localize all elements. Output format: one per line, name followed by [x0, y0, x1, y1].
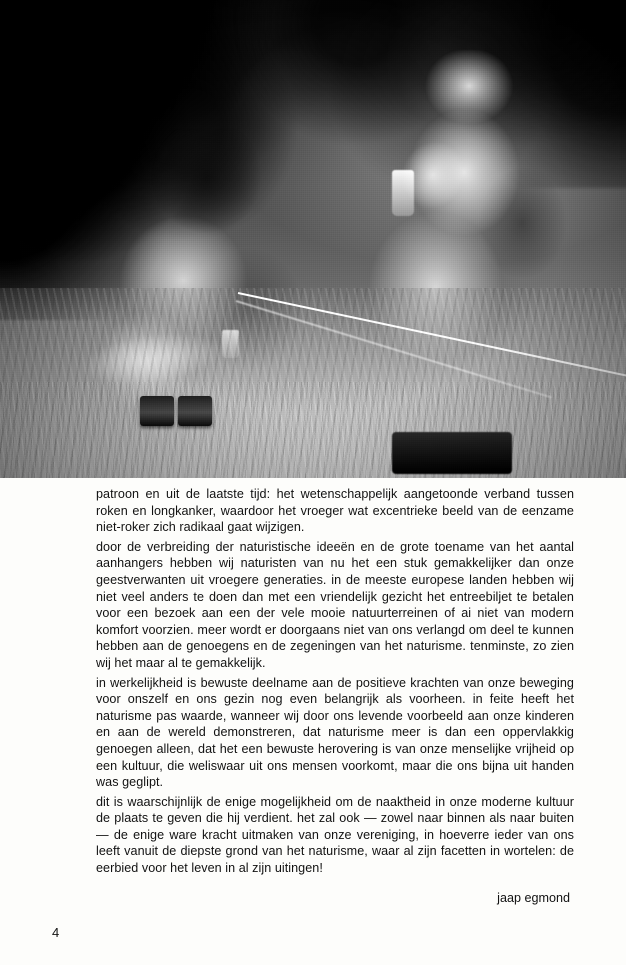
paragraph: door de verbreiding der naturistische ideeën en de grote toename van het aantal aanhangers hebben wij naturisten van nu het een stuk gemakkelijker dan onze geestverwanten uit vroegere generaties. in de meeste europese landen hebben wij niet veel anders te doen dan met een vriendelijk gezicht het entreebiljet te betalen voor een bezoek aan een der vele mooie natuurterreinen of ai niet van modern komfort voorzien. meer wordt er doorgaans niet van ons verlangd om deel te kunnen hebben aan de genoegens en de zegeningen van het naturisme. tenminste, zo zien wij het maar al te gemakkelijk.	[96, 539, 574, 670]
article-body	[96, 486, 574, 905]
article-photograph	[0, 0, 626, 478]
photo-vignette	[0, 0, 626, 478]
paragraph: dit is waarschijnlijk de enige mogelijkheid om de naaktheid in onze moderne kultuur de plaats te geven die hij verdient. het zal ook — zowel naar binnen als naar buiten — de enige ware kracht uitmaken van onze vereniging, in hoeverre ieder van ons leeft vanuit de diepste grond van het naturisme, waar al zijn facetten in wortelen: de eerbied voor het leven in al zijn uitingen!	[96, 794, 574, 876]
article-signature: jaap egmond	[497, 890, 570, 905]
page-number: 4	[52, 925, 60, 940]
paragraph: patroon en uit de laatste tijd: het wetenschappelijk aangetoonde verband tussen roken en longkanker, waardoor het vroeger wat excentrieke beeld van de eenzame niet-roker zich radikaal gaat wijzigen.	[96, 487, 574, 535]
paragraph: in werkelijkheid is bewuste deelname aan de positieve krachten van onze beweging voor onszelf en ons gezin nog even belangrijk als voorheen. in feite heeft het naturisme pas waarde, wanneer wij door ons levende voorbeeld aan onze kinderen en aan de wereld demonstreren, dat naturisme meer is dan een oppervlakkig genoegen alleen, dat het een bewuste herovering is van onze menselijke vrijheid op een kultuur, die weliswaar uit ons mensen voorkomt, maar die ons bijna uit handen was geglipt.	[96, 675, 574, 790]
